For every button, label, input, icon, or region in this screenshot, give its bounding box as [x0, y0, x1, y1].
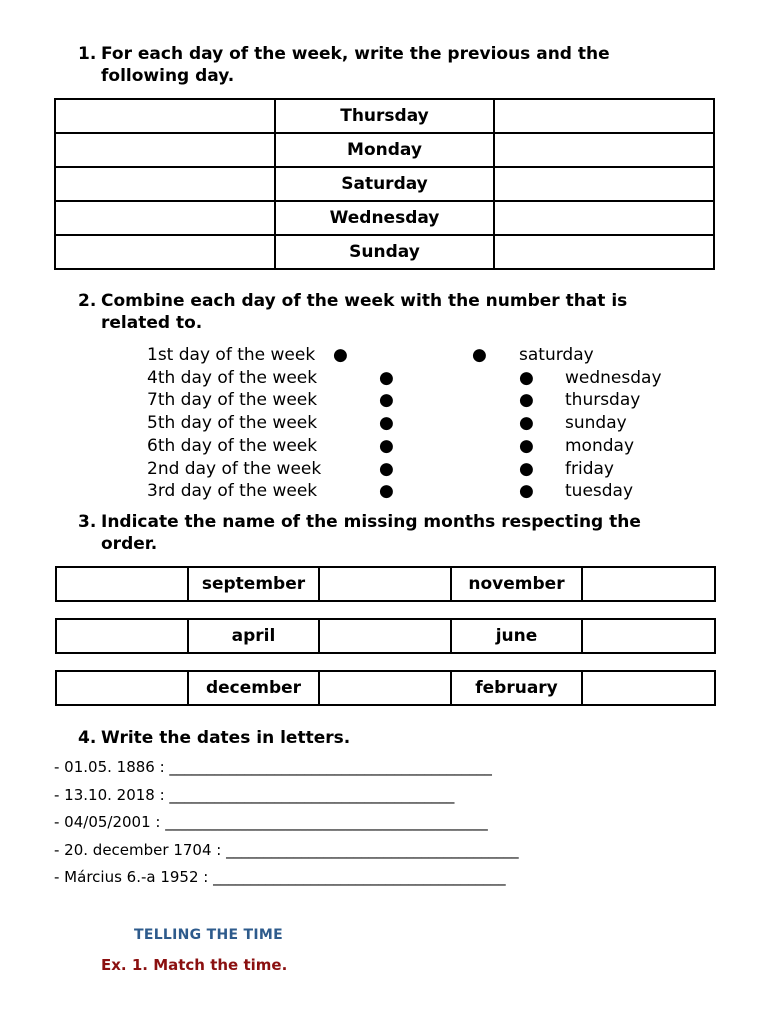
q4-date-line[interactable]: - 04/05/2001 : ___________________________________________	[54, 813, 488, 831]
q2-left-dot[interactable]: ●	[379, 413, 394, 433]
q3-blank-cell[interactable]	[56, 671, 188, 705]
exercise-1-heading: Ex. 1. Match the time.	[101, 956, 288, 974]
q1-following-cell[interactable]	[494, 201, 714, 235]
q3-month-cell: april	[188, 619, 319, 653]
q2-left-item: 2nd day of the week	[147, 459, 322, 479]
q2-right-dot[interactable]: ●	[519, 481, 534, 501]
q3-blank-cell[interactable]	[582, 671, 715, 705]
q3-months-table-3	[55, 670, 716, 706]
q1-following-cell[interactable]	[494, 235, 714, 269]
q3-blank-cell[interactable]	[319, 567, 451, 601]
q2-number: 2.	[78, 291, 97, 311]
q2-right-dot[interactable]: ●	[472, 345, 487, 365]
q3-instruction-line1: Indicate the name of the missing months respecting the	[101, 512, 641, 532]
q2-right-dot[interactable]: ●	[519, 436, 534, 456]
q2-right-item: tuesday	[565, 481, 634, 501]
q2-instruction-line1: Combine each day of the week with the number that is	[101, 291, 628, 311]
q2-right-dot[interactable]: ●	[519, 413, 534, 433]
q2-left-item: 7th day of the week	[147, 390, 318, 410]
q2-left-dot[interactable]: ●	[379, 481, 394, 501]
q4-date-line[interactable]: - 01.05. 1886 : ___________________________________________	[54, 758, 492, 776]
q2-left-dot[interactable]: ●	[379, 390, 394, 410]
q3-month-cell: june	[451, 619, 582, 653]
q4-date-line[interactable]: - 20. december 1704 : _______________________________________	[54, 841, 519, 859]
q2-left-item: 1st day of the week	[147, 345, 316, 365]
q1-previous-cell[interactable]	[55, 133, 275, 167]
q2-right-item: sunday	[565, 413, 627, 433]
q3-blank-cell[interactable]	[582, 619, 715, 653]
q3-blank-cell[interactable]	[56, 619, 188, 653]
q3-instruction-line2: order.	[101, 534, 158, 554]
q1-number: 1.	[78, 44, 97, 64]
q1-following-cell[interactable]	[494, 133, 714, 167]
q3-number: 3.	[78, 512, 97, 532]
q2-left-dot[interactable]: ●	[333, 345, 348, 365]
q3-months-table-2	[55, 618, 716, 654]
q1-day-cell: Wednesday	[275, 201, 494, 235]
q2-left-dot[interactable]: ●	[379, 368, 394, 388]
q1-previous-cell[interactable]	[55, 99, 275, 133]
q1-day-cell: Thursday	[275, 99, 494, 133]
q2-right-item: wednesday	[565, 368, 662, 388]
q1-day-cell: Monday	[275, 133, 494, 167]
q3-month-cell: september	[188, 567, 319, 601]
q3-blank-cell[interactable]	[582, 567, 715, 601]
q3-month-cell: february	[451, 671, 582, 705]
q3-blank-cell[interactable]	[319, 619, 451, 653]
q2-right-dot[interactable]: ●	[519, 390, 534, 410]
q2-left-dot[interactable]: ●	[379, 436, 394, 456]
q2-right-item: thursday	[565, 390, 641, 410]
q2-left-item: 6th day of the week	[147, 436, 318, 456]
q2-left-dot[interactable]: ●	[379, 459, 394, 479]
q4-date-line[interactable]: - 13.10. 2018 : ______________________________________	[54, 786, 455, 804]
q2-left-item: 4th day of the week	[147, 368, 318, 388]
q3-month-cell: november	[451, 567, 582, 601]
q1-day-cell: Saturday	[275, 167, 494, 201]
q4-instruction: Write the dates in letters.	[101, 728, 351, 748]
q2-instruction-line2: related to.	[101, 313, 203, 333]
q3-blank-cell[interactable]	[56, 567, 188, 601]
q1-days-table	[54, 98, 715, 270]
q2-right-item: friday	[565, 459, 614, 479]
q1-instruction-line2: following day.	[101, 66, 235, 86]
q4-number: 4.	[78, 728, 97, 748]
q1-following-cell[interactable]	[494, 167, 714, 201]
q2-right-dot[interactable]: ●	[519, 459, 534, 479]
telling-time-heading: TELLING THE TIME	[134, 927, 284, 943]
q1-following-cell[interactable]	[494, 99, 714, 133]
q1-day-cell: Sunday	[275, 235, 494, 269]
q3-blank-cell[interactable]	[319, 671, 451, 705]
q1-previous-cell[interactable]	[55, 167, 275, 201]
q4-date-line[interactable]: - Március 6.-a 1952 : _______________________________________	[54, 868, 506, 886]
q2-left-item: 3rd day of the week	[147, 481, 318, 501]
q3-months-table-1	[55, 566, 716, 602]
q2-right-item: saturday	[519, 345, 594, 365]
q1-instruction-line1: For each day of the week, write the previous and the	[101, 44, 610, 64]
q2-right-dot[interactable]: ●	[519, 368, 534, 388]
q2-right-item: monday	[565, 436, 635, 456]
q1-previous-cell[interactable]	[55, 235, 275, 269]
q1-previous-cell[interactable]	[55, 201, 275, 235]
q2-left-item: 5th day of the week	[147, 413, 318, 433]
q3-month-cell: december	[188, 671, 319, 705]
